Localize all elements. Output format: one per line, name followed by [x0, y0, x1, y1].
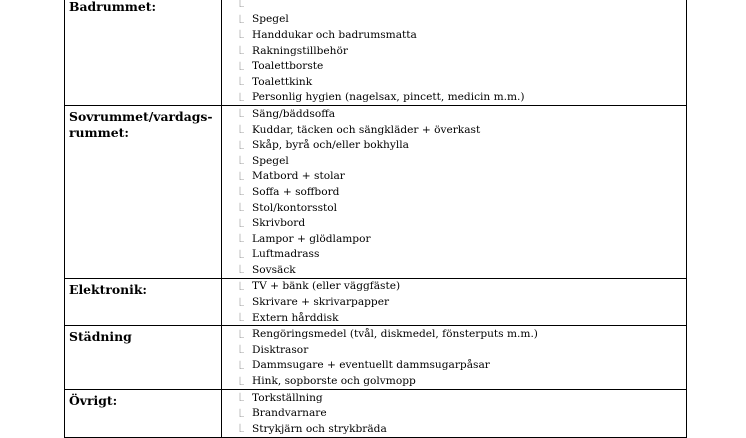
checklist-item	[222, 153, 686, 169]
checklist-item	[222, 231, 686, 247]
checkbox-icon[interactable]	[222, 186, 252, 197]
checklist-item	[222, 390, 686, 406]
checkbox-icon[interactable]	[222, 92, 252, 103]
checklist-item	[222, 122, 686, 138]
checkbox-icon[interactable]	[222, 329, 252, 340]
checklist-item	[222, 12, 686, 28]
checkbox-icon[interactable]	[222, 76, 252, 87]
checkbox-icon[interactable]	[222, 108, 252, 119]
checklist-item-label: TV + bänk (eller väggfäste)	[252, 280, 401, 293]
checklist-item-label: Lampor + glödlampor	[252, 232, 371, 245]
checklist-item	[222, 184, 686, 200]
checklist-item-label: Spegel	[252, 13, 289, 26]
checklist-item-label: Toalettborste	[252, 60, 324, 73]
checklist-item-label: Handdukar och badrumsmatta	[252, 28, 417, 41]
checklist-item	[222, 90, 686, 106]
checkbox-icon[interactable]	[222, 376, 252, 387]
checkbox-icon[interactable]	[222, 14, 252, 25]
checklist-item-label: Hink, sopborste och golvmopp	[252, 375, 416, 388]
checkbox-icon[interactable]	[222, 29, 252, 40]
checklist-item-label: Torkställning	[252, 391, 323, 404]
checklist-item	[222, 279, 686, 295]
checkbox-icon[interactable]	[222, 297, 252, 308]
checklist-item-label: Luftmadrass	[252, 248, 320, 261]
checkbox-icon[interactable]	[222, 360, 252, 371]
checklist-item	[222, 373, 686, 389]
checklist-item-label: Kuddar, täcken och sängkläder + överkast	[252, 123, 481, 136]
section-title: Badrummet:	[65, 0, 222, 106]
checklist-item-label: Extern hårddisk	[252, 311, 339, 324]
checklist-item	[222, 0, 686, 12]
checkbox-icon[interactable]	[222, 249, 252, 260]
checkbox-icon[interactable]	[222, 61, 252, 72]
section-title: Städning	[65, 326, 222, 389]
checklist-item-label: Matbord + stolar	[252, 170, 345, 183]
checklist-item-label: Skrivare + skrivarpapper	[252, 296, 390, 309]
checklist-item-label: Rengöringsmedel (tvål, diskmedel, fönsterputs m.m.)	[252, 328, 538, 341]
section-title: Övrigt:	[65, 389, 222, 437]
section-row	[65, 106, 687, 279]
checkbox-icon[interactable]	[222, 202, 252, 213]
checklist-item-label: Dammsugare + eventuellt dammsugarpåsar	[252, 359, 490, 372]
checklist-item-label: Spegel	[252, 154, 289, 167]
checkbox-icon[interactable]	[222, 124, 252, 135]
checklist-item-label: Stol/kontorsstol	[252, 201, 338, 214]
checklist-item-label: Skåp, byrå och/eller bokhylla	[252, 139, 409, 152]
checklist-item	[222, 43, 686, 59]
checkbox-icon[interactable]	[222, 423, 252, 434]
checklist-item	[222, 358, 686, 374]
section-row	[65, 326, 687, 389]
checkbox-icon[interactable]	[222, 408, 252, 419]
checkbox-icon[interactable]	[222, 0, 252, 9]
checklist-item	[222, 247, 686, 263]
checklist-item	[222, 310, 686, 326]
checkbox-icon[interactable]	[222, 281, 252, 292]
checkbox-icon[interactable]	[222, 264, 252, 275]
checkbox-icon[interactable]	[222, 155, 252, 166]
checklist-item-label: Personlig hygien (nagelsax, pincett, medicin m.m.)	[252, 91, 525, 104]
checklist-item	[222, 74, 686, 90]
checklist-item-label: Sovsäck	[252, 263, 296, 276]
checklist-item-label: Skrivbord	[252, 217, 306, 230]
checklist-item-label: Säng/bäddsoffa	[252, 107, 336, 120]
checklist-item-label: Rakningstillbehör	[252, 44, 348, 57]
checklist-table	[64, 0, 687, 438]
checkbox-icon[interactable]	[222, 233, 252, 244]
checkbox-icon[interactable]	[222, 392, 252, 403]
section-items	[222, 0, 687, 106]
checklist-sheet	[64, 0, 687, 438]
section-items	[222, 278, 687, 326]
checkbox-icon[interactable]	[222, 45, 252, 56]
checklist-item	[222, 342, 686, 358]
section-items	[222, 326, 687, 389]
section-title: Sovrummet/vardags-rummet:	[65, 106, 222, 279]
section-title: Elektronik:	[65, 278, 222, 326]
checklist-item	[222, 200, 686, 216]
checklist-item	[222, 169, 686, 185]
section-items	[222, 389, 687, 437]
section-row	[65, 0, 687, 106]
checklist-item	[222, 294, 686, 310]
checklist-item	[222, 421, 686, 437]
checkbox-icon[interactable]	[222, 218, 252, 229]
checklist-item	[222, 27, 686, 43]
checklist-item	[222, 137, 686, 153]
section-row	[65, 389, 687, 437]
checklist-item-label: Strykjärn och strykbräda	[252, 422, 387, 435]
checkbox-icon[interactable]	[222, 344, 252, 355]
checkbox-icon[interactable]	[222, 140, 252, 151]
checklist-item	[222, 326, 686, 342]
checklist-item	[222, 262, 686, 278]
section-row	[65, 278, 687, 326]
checklist-item-label: Toalettkink	[252, 75, 313, 88]
checklist-item-label: Disktrasor	[252, 343, 309, 356]
section-items	[222, 106, 687, 279]
checklist-item	[222, 106, 686, 122]
checklist-item	[222, 215, 686, 231]
checklist-item-label: Brandvarnare	[252, 407, 327, 420]
checklist-item-label: Soffa + soffbord	[252, 185, 340, 198]
checkbox-icon[interactable]	[222, 312, 252, 323]
checkbox-icon[interactable]	[222, 171, 252, 182]
checklist-item	[222, 58, 686, 74]
